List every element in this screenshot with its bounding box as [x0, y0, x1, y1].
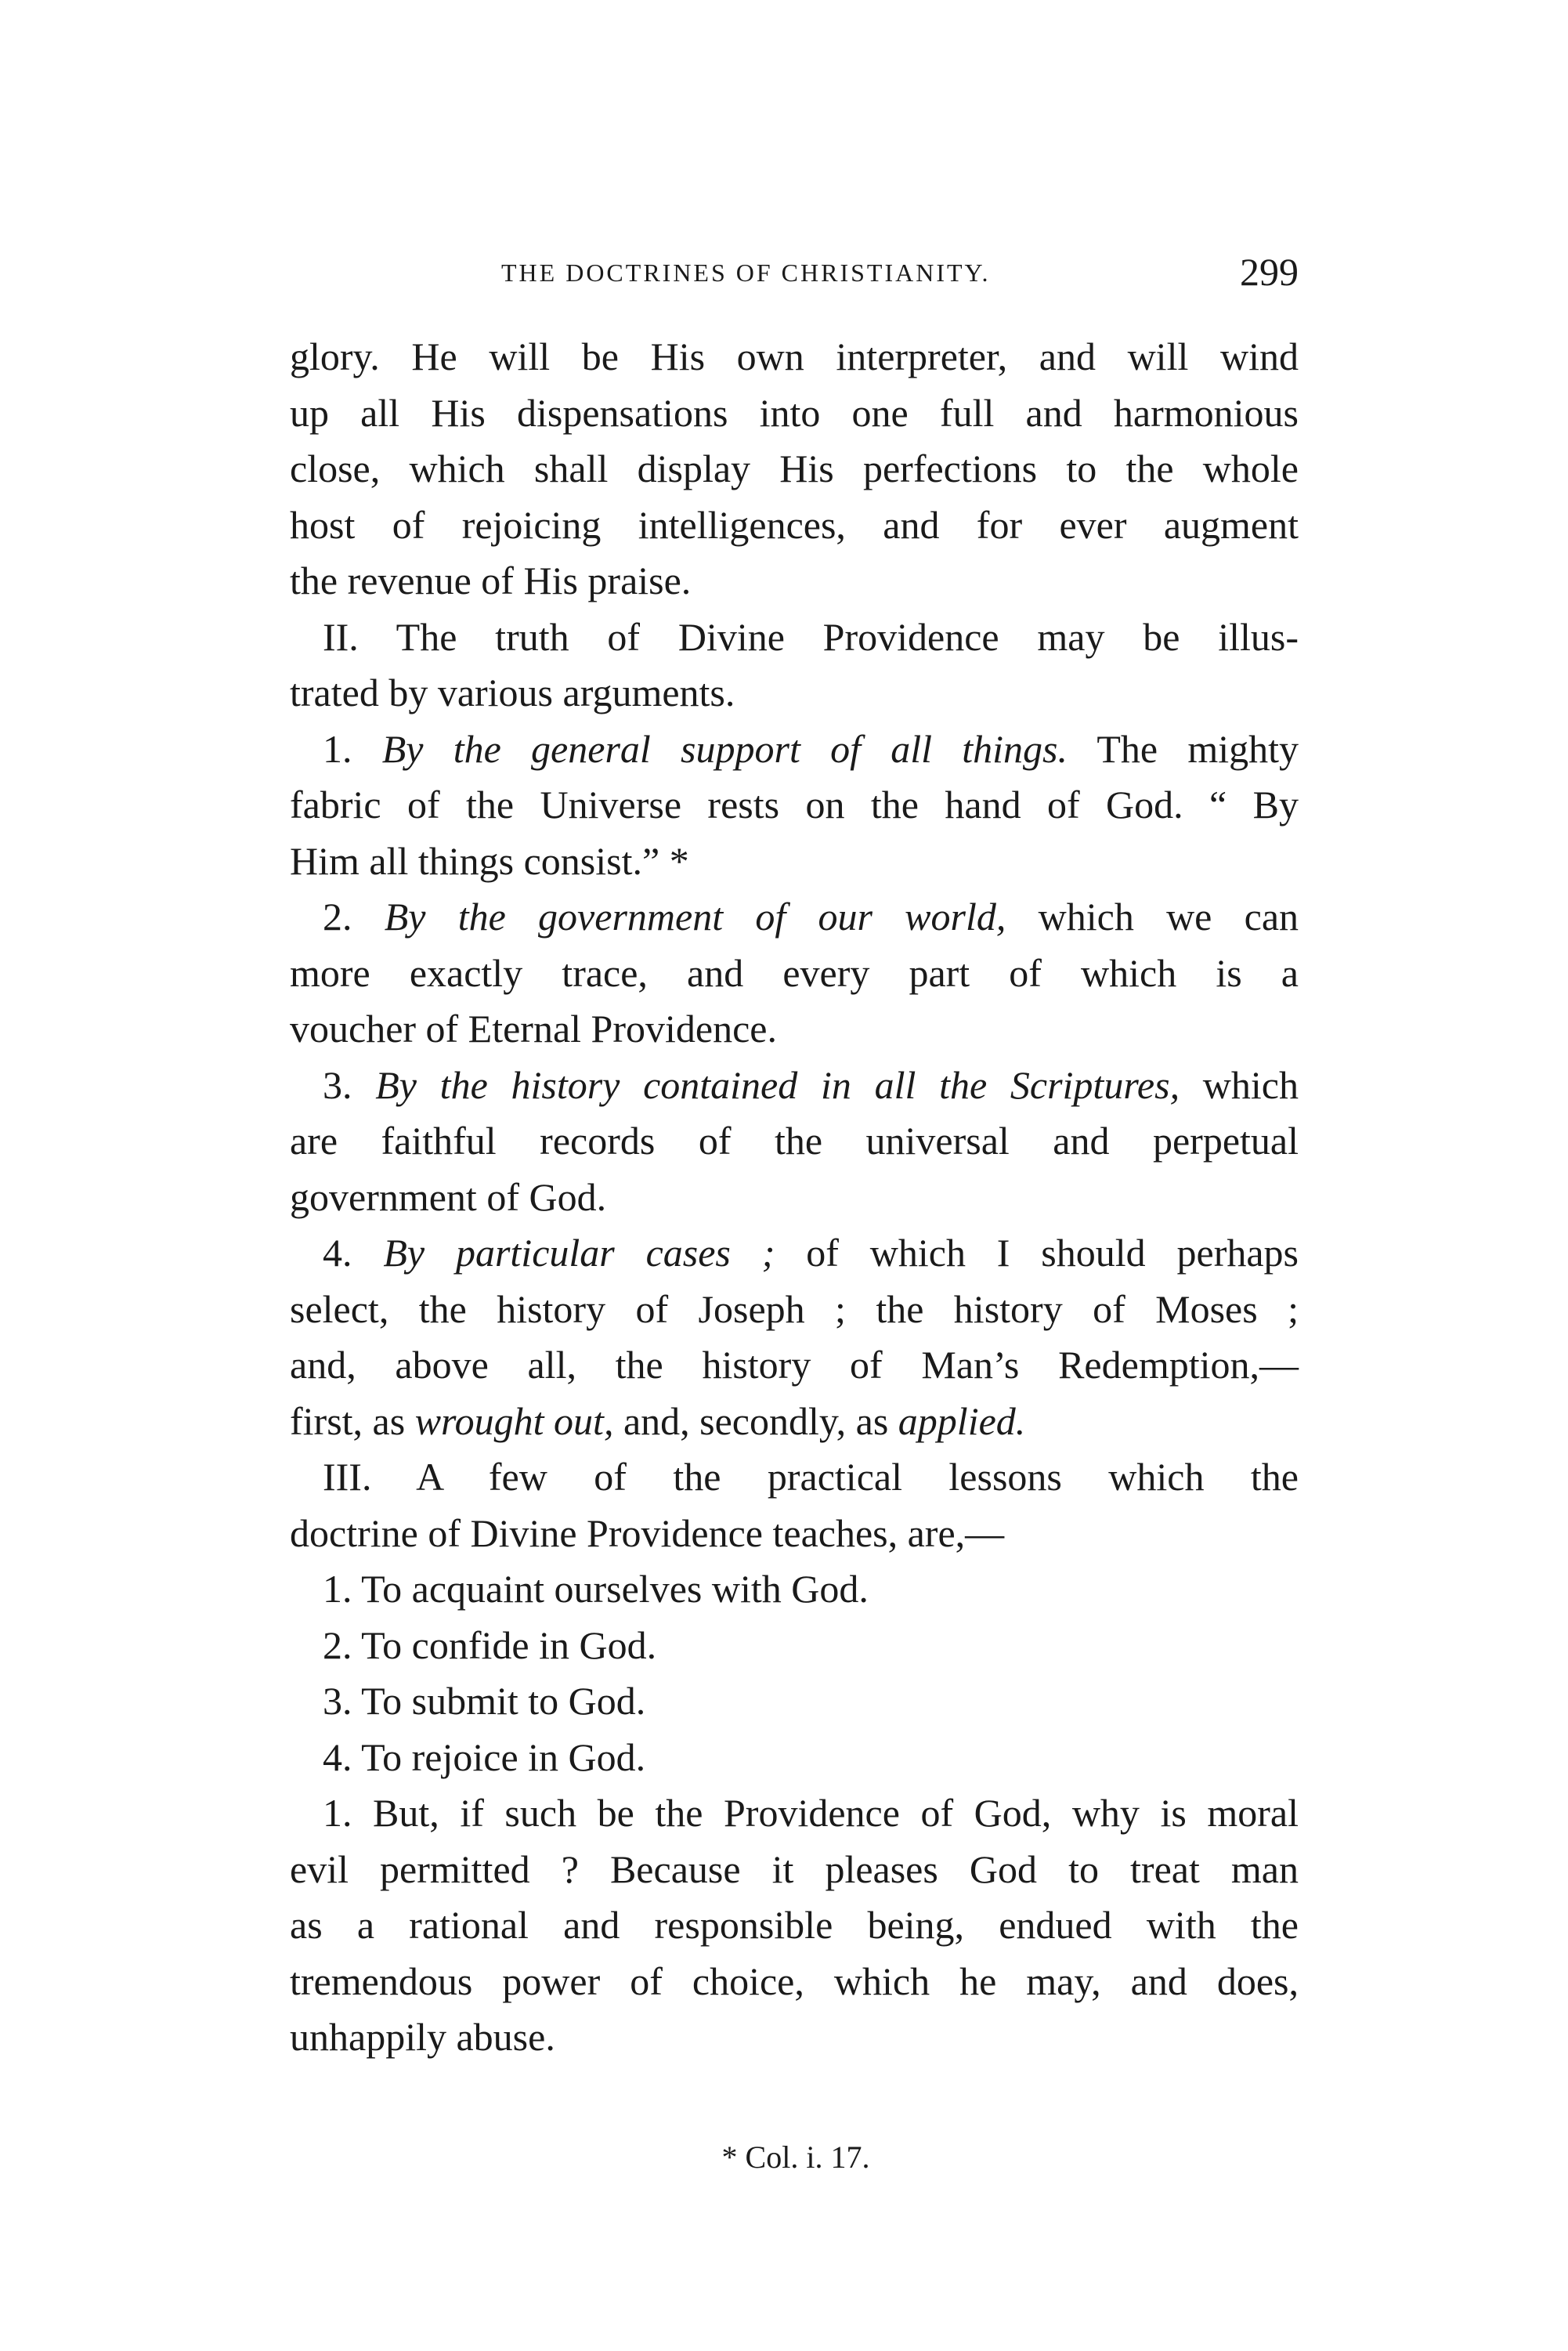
italic-phrase: By particular cases ; [383, 1231, 775, 1275]
footnote: * Col. i. 17. [721, 2139, 870, 2175]
text-line: Him all things consist.” * [290, 838, 689, 883]
text-line: as a rational and responsible being, endued with the [290, 1903, 1299, 1947]
text-fragment: which we can [1038, 895, 1299, 939]
text-fragment: of which I should perhaps [806, 1231, 1299, 1275]
italic-phrase: applied. [898, 1398, 1026, 1443]
text-line: doctrine of Divine Providence teaches, are,— [290, 1510, 1005, 1555]
list-number: 1. [323, 726, 352, 771]
text-fragment: which [1202, 1062, 1299, 1107]
text-line [290, 1225, 1299, 1282]
text-line: III. A few of the practical lessons which the [323, 1455, 1299, 1499]
text-line: fabric of the Universe rests on the hand of God. “ By [290, 783, 1299, 826]
text-line: select, the history of Joseph ; the history of Moses ; [290, 1286, 1299, 1331]
list-item: 2. To confide in God. [323, 1622, 657, 1667]
list-item: 3. To submit to God. [323, 1679, 646, 1723]
list-number: 4. [323, 1231, 352, 1275]
list-item: 1. To acquaint ourselves with God. [323, 1567, 869, 1611]
text-line [290, 722, 1299, 778]
text-line: the revenue of His praise. [290, 559, 692, 602]
text-line [290, 1394, 1299, 1450]
text-line: 1. But, if such be the Providence of God, why is moral [323, 1791, 1299, 1835]
text-line: close, which shall display His perfections to the whole [290, 447, 1299, 490]
text-fragment: and, secondly, as [623, 1398, 889, 1443]
list-number: 3. [323, 1062, 352, 1107]
italic-phrase: wrought out, [414, 1398, 614, 1443]
italic-phrase: By the history contained in all the Scriptures, [375, 1062, 1180, 1107]
text-line: II. The truth of Divine Providence may be illus- [323, 614, 1299, 659]
text-line: evil permitted ? Because it pleases God to treat man [290, 1846, 1299, 1891]
text-line: are faithful records of the universal and perpetual [290, 1119, 1299, 1163]
list-item: 4. To rejoice in God. [323, 1734, 646, 1779]
text-line: tremendous power of choice, which he may, and does, [290, 1959, 1299, 2003]
text-fragment: The mighty [1097, 726, 1299, 771]
text-line: host of rejoicing intelligences, and for ever augment [290, 502, 1299, 547]
text-line: voucher of Eternal Providence. [290, 1007, 777, 1051]
italic-phrase: By the government of our world, [384, 895, 1006, 939]
text-line [290, 889, 1299, 946]
text-line [290, 1058, 1299, 1114]
text-line: more exactly trace, and every part of which is a [290, 950, 1299, 995]
text-line: glory. He will be His own interpreter, and will wind [290, 335, 1299, 378]
running-head-title: THE DOCTRINES OF CHRISTIANITY. [501, 259, 991, 287]
italic-phrase: By the general support of all things. [381, 726, 1068, 771]
body-text [290, 329, 1299, 2066]
page-number: 299 [1240, 250, 1299, 294]
text-fragment: first, as [290, 1398, 406, 1443]
text-line: and, above all, the history of Man’s Redemption,— [290, 1343, 1299, 1387]
text-line: government of God. [290, 1174, 607, 1219]
text-line: up all His dispensations into one full and harmonious [290, 390, 1299, 435]
list-number: 2. [323, 895, 352, 939]
running-head [290, 249, 1299, 296]
text-line: unhappily abuse. [290, 2015, 555, 2059]
text-line: trated by various arguments. [290, 671, 735, 714]
